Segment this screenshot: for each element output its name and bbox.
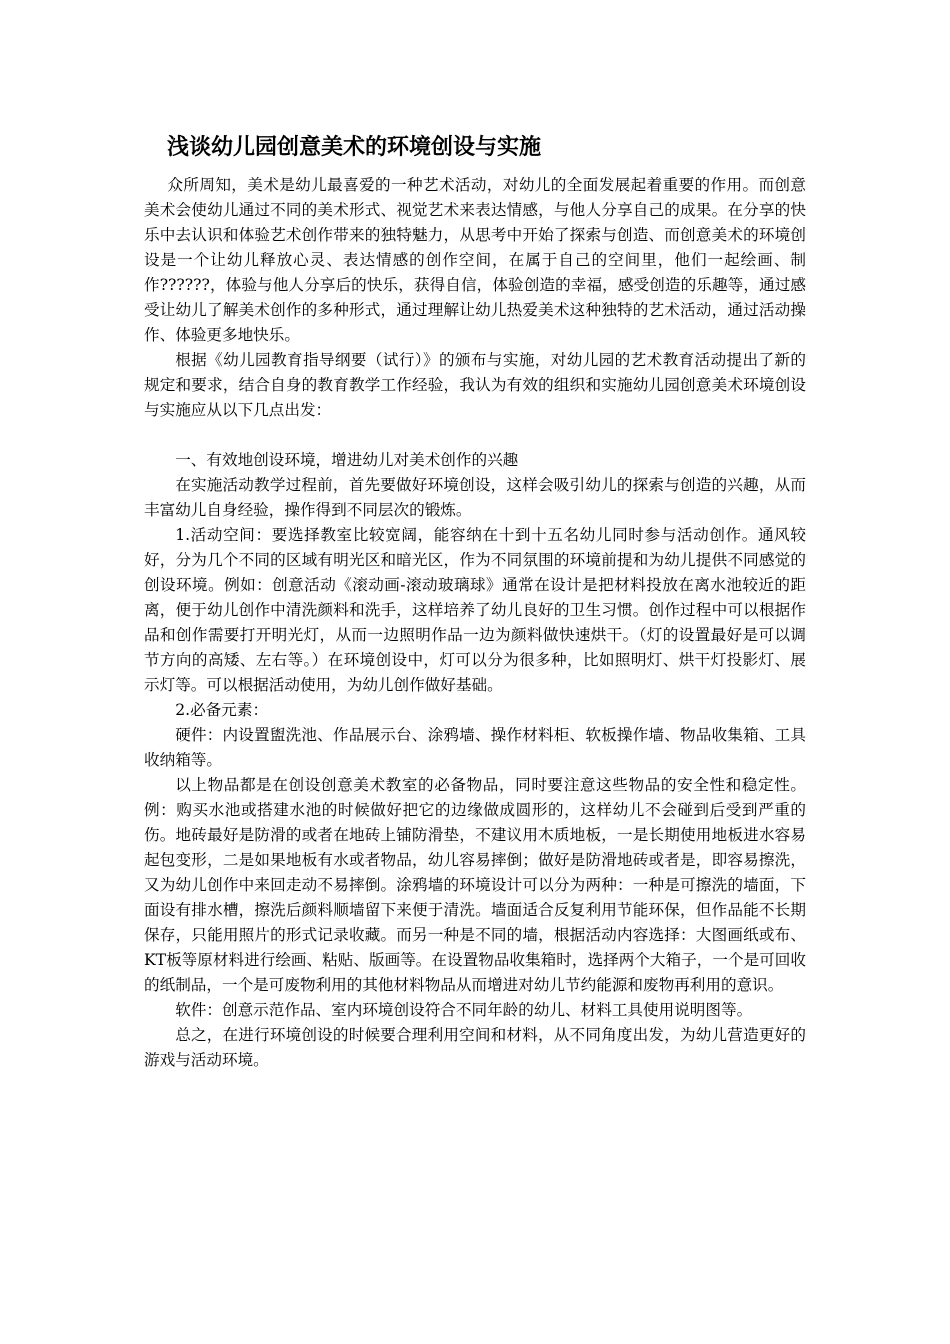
document-body — [144, 173, 806, 1073]
paragraph-activity-space: 1.活动空间：要选择教室比较宽阔，能容纳在十到十五名幼儿同时参与活动创作。通风较好，分为几个不同的区域有明光区和暗光区，作为不同氛围的环境前提和为幼儿提供不同感觉的创设环境。例如：创意活动《滚动画-滚动玻璃球》通常在设计是把材料投放在离水池较近的距离，便于幼儿创作中清洗颜料和洗手，这样培养了幼儿良好的卫生习惯。创作过程中可以根据作品和创作需要打开明光灯，从而一边照明作品一边为颜料做快速烘干。（灯的设置最好是可以调节方向的高矮、左右等。）在环境创设中，灯可以分为很多种，比如照明灯、烘干灯投影灯、展示灯等。可以根据活动使用，为幼儿创作做好基础。 — [144, 526, 806, 694]
paragraph-software: 软件：创意示范作品、室内环境创设符合不同年龄的幼儿、材料工具使用说明图等。 — [175, 1001, 753, 1019]
paragraph-safety: 以上物品都是在创设创意美术教室的必备物品，同时要注意这些物品的安全性和稳定性。例：购买水池或搭建水池的时候做好把它的边缘做成圆形的，这样幼儿不会碰到后受到严重的伤。地砖最好是防滑的或者在地砖上铺防滑垫，不建议用木质地板，一是长期使用地板进水容易起包变形，二是如果地板有水或者物品，幼儿容易摔倒；做好是防滑地砖或者是，即容易擦洗，又为幼儿创作中来回走动不易摔倒。涂鸦墙的环境设计可以分为两种：一种是可擦洗的墙面，下面设有排水槽，擦洗后颜料顺墙留下来便于清洗。墙面适合反复利用节能环保，但作品能不长期保存，只能用照片的形式记录收藏。而另一种是不同的墙，根据活动内容选择：大图画纸或布、KT板等原材料进行绘画、粘贴、版画等。在设置物品收集箱时，选择两个大箱子，一个是可回收的纸制品，一个是可废物利用的其他材料物品从而增进对幼儿节约能源和废物再利用的意识。 — [144, 776, 806, 994]
paragraph-guideline: 根据《幼儿园教育指导纲要（试行）》的颁布与实施，对幼儿园的艺术教育活动提出了新的规定和要求，结合自身的教育教学工作经验，我认为有效的组织和实施幼儿园创意美术环境创设与实施应从以下几点出发： — [144, 351, 806, 419]
section-heading-1: 一、有效地创设环境，增进幼儿对美术创作的兴趣 — [175, 451, 519, 469]
paragraph-section-intro: 在实施活动教学过程前，首先要做好环境创设，这样会吸引幼儿的探索与创造的兴趣，从而丰富幼儿自身经验，操作得到不同层次的锻炼。 — [144, 476, 806, 519]
paragraph-essential-elements: 2.必备元素： — [175, 701, 269, 719]
paragraph-conclusion: 总之，在进行环境创设的时候要合理利用空间和材料，从不同角度出发，为幼儿营造更好的游戏与活动环境。 — [144, 1026, 806, 1069]
document-title: 浅谈幼儿园创意美术的环境创设与实施 — [167, 135, 542, 160]
paragraph-intro: 众所周知，美术是幼儿最喜爱的一种艺术活动，对幼儿的全面发展起着重要的作用。而创意美术会使幼儿通过不同的美术形式、视觉艺术来表达情感，与他人分享自己的成果。在分享的快乐中去认识和体验艺术创作带来的独特魅力，从思考中开始了探索与创造、而创意美术的环境创设是一个让幼儿释放心灵、表达情感的创作空间，在属于自己的空间里，他们一起绘画、制作??????，体验与他人分享后的快乐，获得自信，体验创造的幸福，感受创造的乐趣等，通过感受让幼儿了解美术创作的多种形式，通过理解让幼儿热爱美术这种独特的艺术活动，通过活动操作、体验更多地快乐。 — [144, 176, 806, 344]
paragraph-hardware: 硬件：内设置盥洗池、作品展示台、涂鸦墙、操作材料柜、软板操作墙、物品收集箱、工具收纳箱等。 — [144, 726, 806, 769]
